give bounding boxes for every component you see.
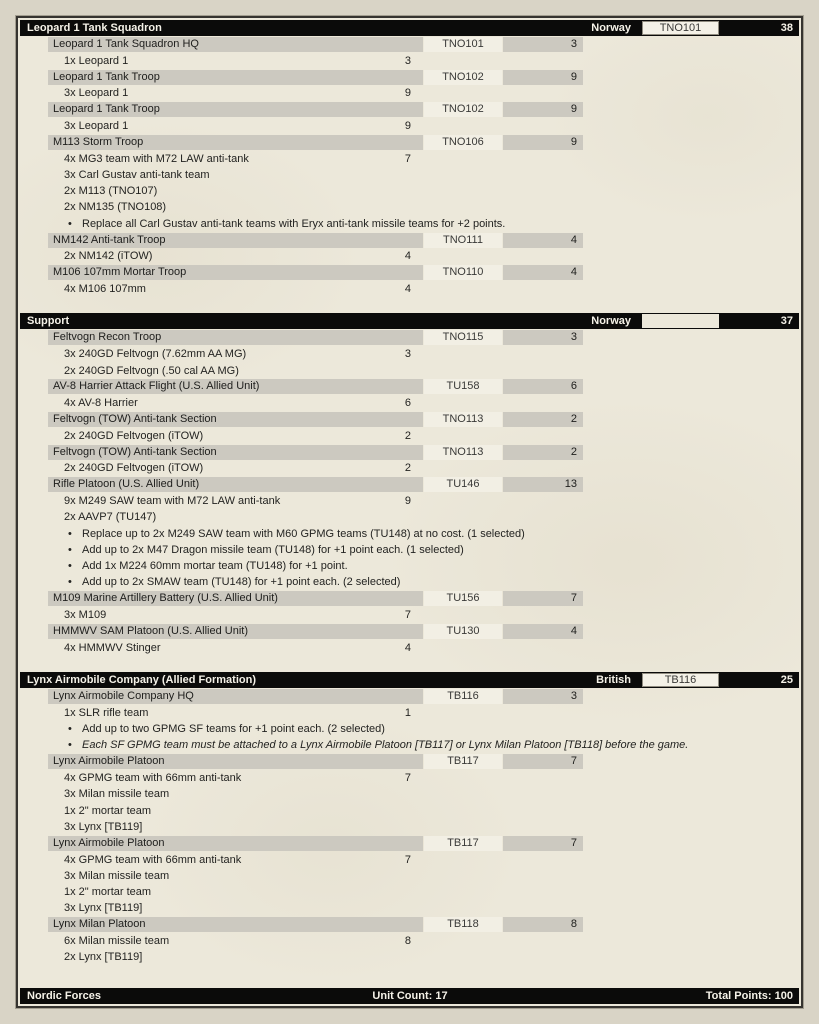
equipment-text: 2x M113 (TNO107) xyxy=(64,185,158,198)
unit-points: 7 xyxy=(503,754,583,769)
unit-id-code: TU146 xyxy=(424,477,502,492)
equipment-row xyxy=(64,363,411,378)
equipment-row xyxy=(64,184,411,199)
unit-id-code: TNO110 xyxy=(424,265,502,280)
unit-row xyxy=(48,689,799,704)
footer-total-points: Total Points: 100 xyxy=(705,990,793,1002)
unit-points: 4 xyxy=(503,265,583,280)
unit-points: 6 xyxy=(503,379,583,394)
bullet-icon: • xyxy=(68,217,72,230)
equipment-text: 4x MG3 team with M72 LAW anti-tank xyxy=(64,152,249,165)
unit-row xyxy=(48,836,799,851)
unit-id-code: TB117 xyxy=(424,836,502,851)
equipment-text: 4x GPMG team with 66mm anti-tank xyxy=(64,772,242,785)
equipment-text: 2x NM135 (TNO108) xyxy=(64,201,167,214)
nationality-label: British xyxy=(596,674,631,687)
equipment-row xyxy=(64,640,411,655)
formation-id-box xyxy=(642,314,719,328)
equipment-points: 9 xyxy=(404,119,411,132)
equipment-row xyxy=(64,608,411,623)
unit-points: 3 xyxy=(503,689,583,704)
equipment-text: 3x Leopard 1 xyxy=(64,119,129,132)
option-row xyxy=(68,216,799,231)
formation-header xyxy=(20,20,799,36)
formation-id-box: TB116 xyxy=(642,673,719,687)
formation-section xyxy=(20,20,799,296)
equipment-text: 1x Leopard 1 xyxy=(64,54,129,67)
option-text: Add up to 2x SMAW team (TU148) for +1 point each. (2 selected) xyxy=(82,576,401,589)
unit-points: 9 xyxy=(503,70,583,85)
formation-points: 25 xyxy=(780,674,793,687)
unit-name: Feltvogn (TOW) Anti-tank Section xyxy=(48,412,423,427)
unit-points: 13 xyxy=(503,477,583,492)
unit-id-code: TB116 xyxy=(424,689,502,704)
unit-name: M109 Marine Artillery Battery (U.S. Allied Unit) xyxy=(48,591,423,606)
unit-id-code: TU130 xyxy=(424,624,502,639)
equipment-row xyxy=(64,819,411,834)
unit-id-code: TB117 xyxy=(424,754,502,769)
equipment-row xyxy=(64,885,411,900)
equipment-points: 2 xyxy=(404,429,411,442)
unit-points: 4 xyxy=(503,233,583,248)
equipment-text: 2x 240GD Feltvogn (.50 cal AA MG) xyxy=(64,364,239,377)
equipment-row xyxy=(64,493,411,508)
unit-name: Lynx Airmobile Platoon xyxy=(48,836,423,851)
unit-id-code: TNO113 xyxy=(424,445,502,460)
nationality-label: Norway xyxy=(591,315,631,328)
unit-id-code: TNO102 xyxy=(424,102,502,117)
equipment-points: 1 xyxy=(404,706,411,719)
equipment-row xyxy=(64,901,411,916)
unit-name: Lynx Airmobile Platoon xyxy=(48,754,423,769)
option-text: Add 1x M224 60mm mortar team (TU148) for +1 point. xyxy=(82,560,348,573)
equipment-row xyxy=(64,281,411,296)
unit-points: 9 xyxy=(503,102,583,117)
option-text: Replace up to 2x M249 SAW team with M60 GPMG teams (TU148) at no cost. (1 selected) xyxy=(82,527,525,540)
unit-points: 3 xyxy=(503,37,583,52)
option-text: Replace all Carl Gustav anti-tank teams with Eryx anti-tank missile teams for +2 points. xyxy=(82,217,506,230)
equipment-text: 4x HMMWV Stinger xyxy=(64,641,161,654)
equipment-text: 3x Leopard 1 xyxy=(64,87,129,100)
formation-points: 38 xyxy=(780,22,793,34)
equipment-row xyxy=(64,167,411,182)
unit-row xyxy=(48,102,799,117)
nationality-label: Norway xyxy=(591,22,631,34)
equipment-text: 3x Carl Gustav anti-tank team xyxy=(64,168,210,181)
unit-points: 9 xyxy=(503,135,583,150)
unit-name: M106 107mm Mortar Troop xyxy=(48,265,423,280)
unit-row xyxy=(48,135,799,150)
unit-name: Lynx Milan Platoon xyxy=(48,917,423,932)
unit-name: M113 Storm Troop xyxy=(48,135,423,150)
unit-points: 3 xyxy=(503,330,583,345)
equipment-text: 3x Milan missile team xyxy=(64,869,170,882)
formation-header xyxy=(20,672,799,688)
equipment-row xyxy=(64,118,411,133)
option-row xyxy=(68,722,799,737)
equipment-points: 7 xyxy=(404,152,411,165)
equipment-text: 4x GPMG team with 66mm anti-tank xyxy=(64,853,242,866)
formation-title: Leopard 1 Tank Squadron xyxy=(27,22,162,34)
footer-unit-count: Unit Count: 17 xyxy=(372,990,448,1002)
equipment-points: 6 xyxy=(404,397,411,410)
unit-name: NM142 Anti-tank Troop xyxy=(48,233,423,248)
unit-id-code: TNO102 xyxy=(424,70,502,85)
equipment-row xyxy=(64,249,411,264)
formation-sections xyxy=(20,20,799,965)
army-list-document xyxy=(16,16,803,1008)
equipment-row xyxy=(64,461,411,476)
unit-row xyxy=(48,917,799,932)
equipment-text: 1x SLR rifle team xyxy=(64,706,149,719)
equipment-points: 3 xyxy=(404,54,411,67)
equipment-text: 3x Milan missile team xyxy=(64,788,170,801)
unit-name: Feltvogn (TOW) Anti-tank Section xyxy=(48,445,423,460)
bullet-icon: • xyxy=(68,543,72,556)
unit-id-code: TU158 xyxy=(424,379,502,394)
equipment-text: 3x 240GD Feltvogn (7.62mm AA MG) xyxy=(64,348,247,361)
unit-points: 4 xyxy=(503,624,583,639)
unit-points: 8 xyxy=(503,917,583,932)
unit-name: Lynx Airmobile Company HQ xyxy=(48,689,423,704)
equipment-row xyxy=(64,803,411,818)
unit-id-code: TNO113 xyxy=(424,412,502,427)
unit-row xyxy=(48,70,799,85)
unit-row xyxy=(48,445,799,460)
equipment-points: 4 xyxy=(404,641,411,654)
unit-row xyxy=(48,265,799,280)
equipment-text: 2x NM142 (iTOW) xyxy=(64,250,153,263)
equipment-row xyxy=(64,852,411,867)
formation-title: Lynx Airmobile Company (Allied Formation) xyxy=(27,674,256,687)
unit-row xyxy=(48,477,799,492)
equipment-points: 4 xyxy=(404,282,411,295)
unit-id-code: TNO101 xyxy=(424,37,502,52)
equipment-points: 4 xyxy=(404,250,411,263)
unit-name: Leopard 1 Tank Squadron HQ xyxy=(48,37,423,52)
equipment-row xyxy=(64,705,411,720)
unit-name: Feltvogn Recon Troop xyxy=(48,330,423,345)
equipment-text: 9x M249 SAW team with M72 LAW anti-tank xyxy=(64,494,281,507)
unit-row xyxy=(48,591,799,606)
unit-id-code: TB118 xyxy=(424,917,502,932)
footer-bar xyxy=(20,988,799,1004)
unit-row xyxy=(48,412,799,427)
equipment-row xyxy=(64,868,411,883)
equipment-row xyxy=(64,53,411,68)
footer-force-name: Nordic Forces xyxy=(27,990,101,1002)
unit-points: 7 xyxy=(503,591,583,606)
unit-name: Leopard 1 Tank Troop xyxy=(48,70,423,85)
equipment-row xyxy=(64,428,411,443)
equipment-text: 3x Lynx [TB119] xyxy=(64,820,143,833)
unit-row xyxy=(48,754,799,769)
equipment-row xyxy=(64,347,411,362)
equipment-points: 3 xyxy=(404,348,411,361)
unit-name: Rifle Platoon (U.S. Allied Unit) xyxy=(48,477,423,492)
option-text: Each SF GPMG team must be attached to a Lynx Airmobile Platoon [TB117] or Lynx Milan Platoon [TB118] before the game. xyxy=(82,739,689,752)
option-row xyxy=(68,559,799,574)
equipment-text: 4x M106 107mm xyxy=(64,282,146,295)
bullet-icon: • xyxy=(68,560,72,573)
formation-section xyxy=(20,313,799,655)
equipment-points: 2 xyxy=(404,462,411,475)
equipment-text: 6x Milan missile team xyxy=(64,935,170,948)
equipment-text: 2x 240GD Feltvogen (iTOW) xyxy=(64,462,204,475)
bullet-icon: • xyxy=(68,527,72,540)
equipment-text: 2x Lynx [TB119] xyxy=(64,951,143,964)
equipment-text: 2x AAVP7 (TU147) xyxy=(64,511,157,524)
equipment-row xyxy=(64,771,411,786)
unit-row xyxy=(48,624,799,639)
equipment-points: 9 xyxy=(404,494,411,507)
equipment-points: 7 xyxy=(404,609,411,621)
formation-section xyxy=(20,672,799,965)
equipment-row xyxy=(64,396,411,411)
option-row xyxy=(68,542,799,557)
option-row xyxy=(68,738,799,753)
equipment-row xyxy=(64,86,411,101)
unit-points: 2 xyxy=(503,445,583,460)
option-row xyxy=(68,526,799,541)
bullet-icon: • xyxy=(68,576,72,589)
bullet-icon: • xyxy=(68,739,72,752)
equipment-row xyxy=(64,151,411,166)
equipment-row xyxy=(64,934,411,949)
option-text: Add up to two GPMG SF teams for +1 point each. (2 selected) xyxy=(82,723,385,736)
equipment-row xyxy=(64,200,411,215)
equipment-text: 3x M109 xyxy=(64,609,107,621)
equipment-points: 7 xyxy=(404,853,411,866)
option-text: Add up to 2x M47 Dragon missile team (TU148) for +1 point each. (1 selected) xyxy=(82,543,464,556)
unit-id-code: TU156 xyxy=(424,591,502,606)
formation-header xyxy=(20,313,799,329)
unit-row xyxy=(48,37,799,52)
equipment-text: 1x 2" mortar team xyxy=(64,886,152,899)
equipment-row xyxy=(64,787,411,802)
unit-points: 7 xyxy=(503,836,583,851)
equipment-text: 3x Lynx [TB119] xyxy=(64,902,143,915)
unit-points: 2 xyxy=(503,412,583,427)
formation-points: 37 xyxy=(780,315,793,328)
equipment-row xyxy=(64,510,411,525)
unit-row xyxy=(48,330,799,345)
equipment-text: 4x AV-8 Harrier xyxy=(64,397,138,410)
equipment-row xyxy=(64,950,411,965)
equipment-points: 7 xyxy=(404,772,411,785)
unit-name: HMMWV SAM Platoon (U.S. Allied Unit) xyxy=(48,624,423,639)
equipment-text: 1x 2" mortar team xyxy=(64,804,152,817)
unit-id-code: TNO106 xyxy=(424,135,502,150)
equipment-points: 9 xyxy=(404,87,411,100)
unit-id-code: TNO115 xyxy=(424,330,502,345)
option-row xyxy=(68,575,799,590)
unit-row xyxy=(48,379,799,394)
equipment-text: 2x 240GD Feltvogen (iTOW) xyxy=(64,429,204,442)
formation-title: Support xyxy=(27,315,70,328)
unit-row xyxy=(48,233,799,248)
unit-id-code: TNO111 xyxy=(424,233,502,248)
formation-id-box: TNO101 xyxy=(642,21,719,35)
equipment-points: 8 xyxy=(404,935,411,948)
unit-name: Leopard 1 Tank Troop xyxy=(48,102,423,117)
bullet-icon: • xyxy=(68,723,72,736)
unit-name: AV-8 Harrier Attack Flight (U.S. Allied Unit) xyxy=(48,379,423,394)
